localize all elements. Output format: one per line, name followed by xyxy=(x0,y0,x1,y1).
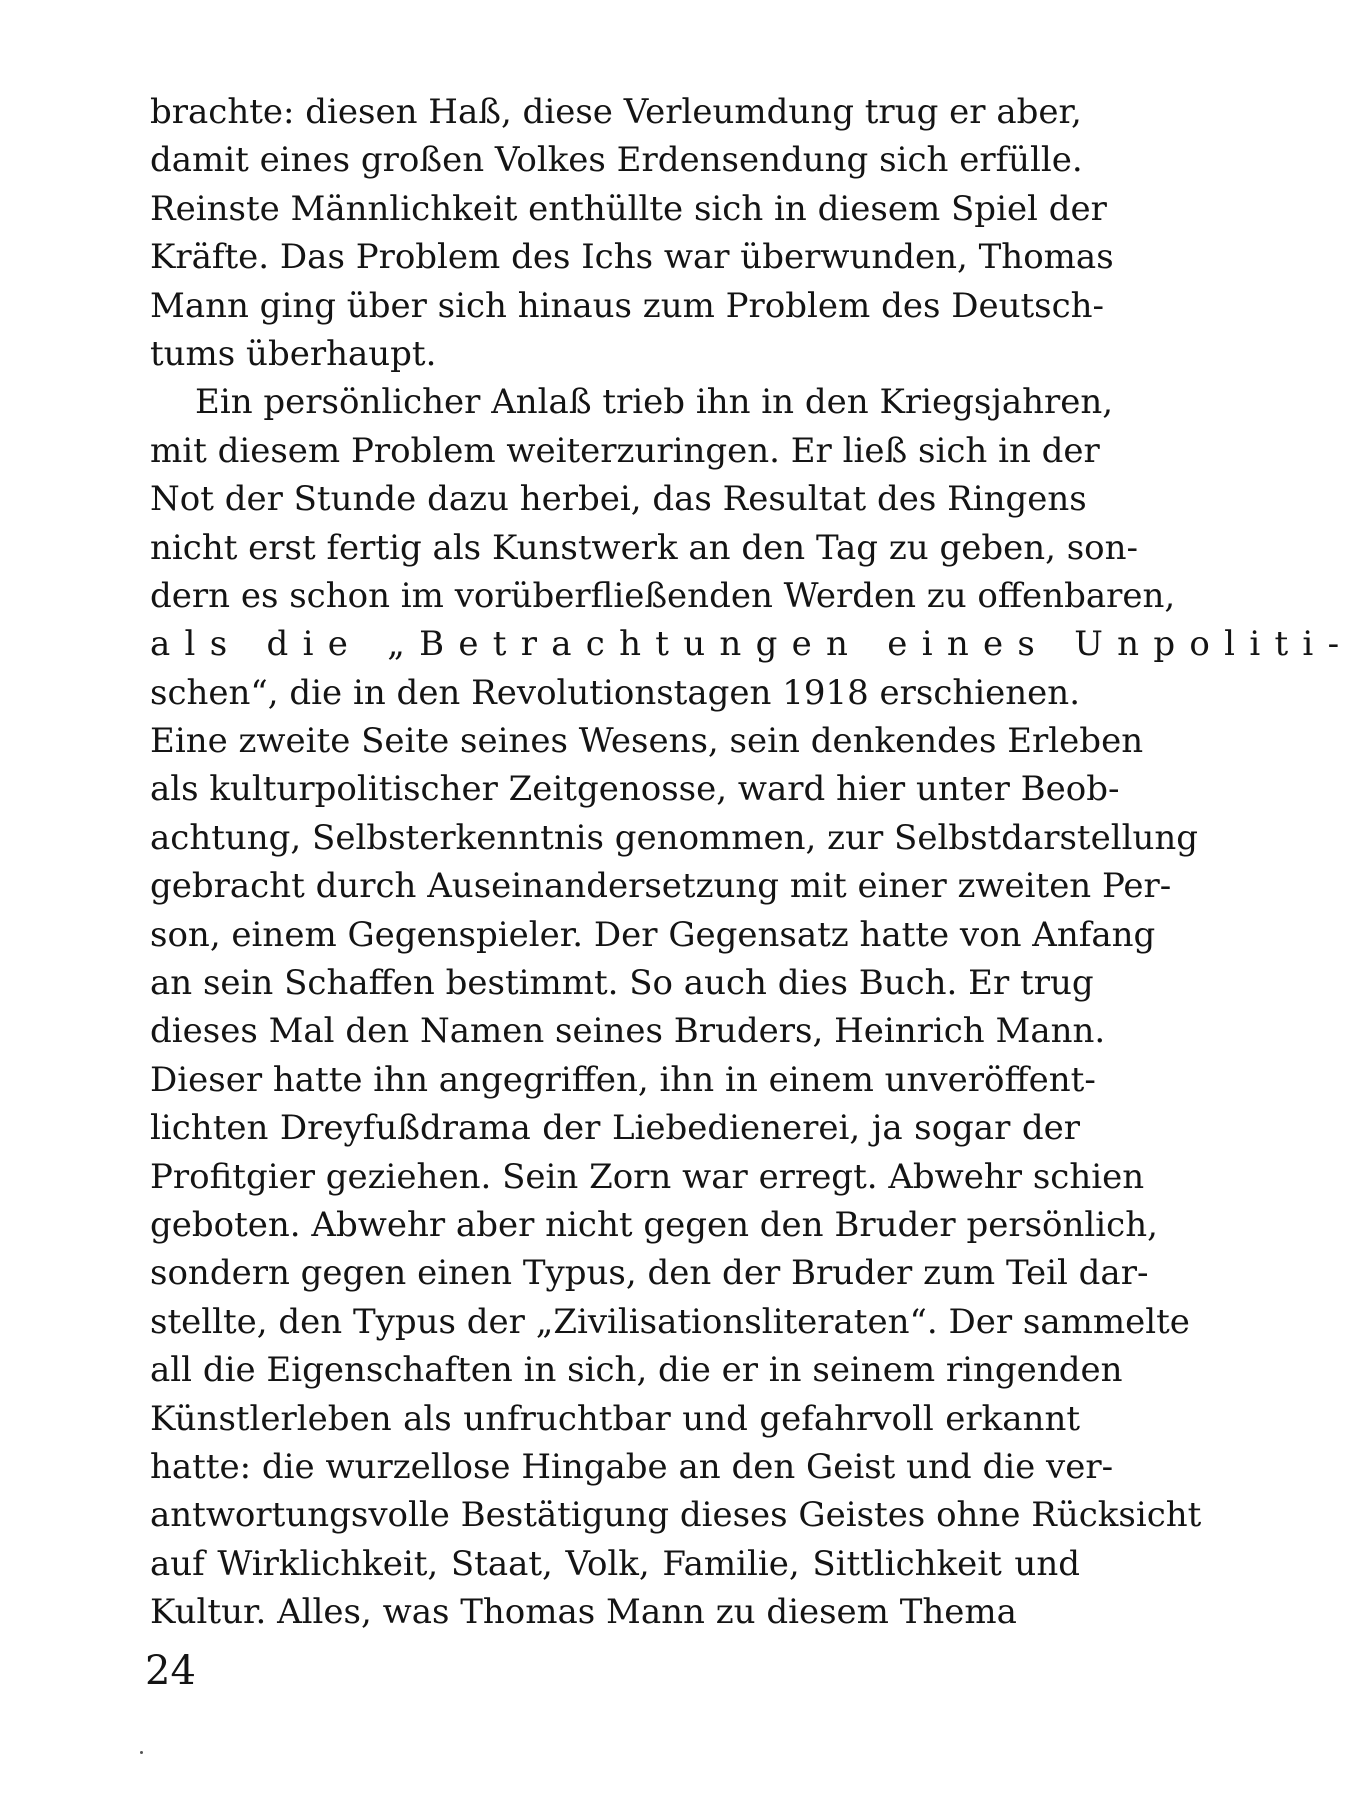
paragraph-1 xyxy=(150,88,1114,378)
text-line: sondern gegen einen Typus, den der Bruder zum Teil dar- xyxy=(150,1253,1149,1294)
text-line: gebracht durch Auseinandersetzung mit einer zweiten Per- xyxy=(150,866,1172,907)
text-line: Kräfte. Das Problem des Ichs war überwunden, Thomas xyxy=(150,237,1114,278)
body-text xyxy=(150,88,1353,1637)
text-line: mit diesem Problem weiterzuringen. Er ließ sich in der xyxy=(150,430,1100,471)
text-line: lichten Dreyfußdrama der Liebedienerei, ja sogar der xyxy=(150,1108,1080,1149)
text-line: Kultur. Alles, was Thomas Mann zu diesem Thema xyxy=(150,1592,1017,1633)
text-line: all die Eigenschaften in sich, die er in seinem ringenden xyxy=(150,1350,1123,1391)
text-line: dern es schon im vorüberfließenden Werden zu offenbaren, xyxy=(150,575,1176,616)
text-line: Mann ging über sich hinaus zum Problem des Deutsch- xyxy=(150,285,1105,326)
text-line: nicht erst fertig als Kunstwerk an den Tag zu geben, son- xyxy=(150,527,1139,568)
text-line: an sein Schaffen bestimmt. So auch dies Buch. Er trug xyxy=(150,963,1094,1004)
text-line: dieses Mal den Namen seines Bruders, Heinrich Mann. xyxy=(150,1011,1106,1052)
text-line: Künstlerleben als unfruchtbar und gefahrvoll erkannt xyxy=(150,1398,1080,1439)
text-line: als kulturpolitischer Zeitgenosse, ward hier unter Beob- xyxy=(150,769,1120,810)
text-line: stellte, den Typus der „Zivilisationsliteraten“. Der sammelte xyxy=(150,1301,1190,1342)
text-line: tums überhaupt. xyxy=(150,333,437,374)
text-line: geboten. Abwehr aber nicht gegen den Bruder persönlich, xyxy=(150,1204,1158,1245)
text-line: Dieser hatte ihn angegriffen, ihn in einem unveröffent- xyxy=(150,1059,1096,1100)
text-line: damit eines großen Volkes Erdensendung sich erfülle. xyxy=(150,140,1083,181)
text-line: son, einem Gegenspieler. Der Gegensatz hatte von Anfang xyxy=(150,914,1156,955)
text-line: Ein persönlicher Anlaß trieb ihn in den Kriegsjahren, xyxy=(195,382,1114,423)
text-line: antwortungsvolle Bestätigung dieses Geistes ohne Rücksicht xyxy=(150,1495,1202,1536)
print-speck xyxy=(140,1751,143,1754)
text-line: brachte: diesen Haß, diese Verleumdung trug er aber, xyxy=(150,92,1082,132)
page-number: 24 xyxy=(145,1648,196,1694)
text-line: Reinste Männlichkeit enthüllte sich in diesem Spiel der xyxy=(150,188,1107,229)
text-line: Profitgier geziehen. Sein Zorn war erregt. Abwehr schien xyxy=(150,1156,1145,1197)
text-line: achtung, Selbsterkenntnis genommen, zur Selbstdarstellung xyxy=(150,817,1199,858)
paragraph-2 xyxy=(150,378,1353,1636)
text-line: Not der Stunde dazu herbei, das Resultat des Ringens xyxy=(150,479,1087,520)
text-line: auf Wirklichkeit, Staat, Volk, Familie, Sittlichkeit und xyxy=(150,1543,1080,1584)
text-line: hatte: die wurzellose Hingabe an den Geist und die ver- xyxy=(150,1446,1114,1487)
text-line: Eine zweite Seite seines Wesens, sein denkendes Erleben xyxy=(150,721,1144,762)
text-line-spaced-title: als die „Betrachtungen eines Unpoliti- xyxy=(150,624,1353,665)
text-line: schen“, die in den Revolutionstagen 1918 erschienen. xyxy=(150,672,1081,713)
